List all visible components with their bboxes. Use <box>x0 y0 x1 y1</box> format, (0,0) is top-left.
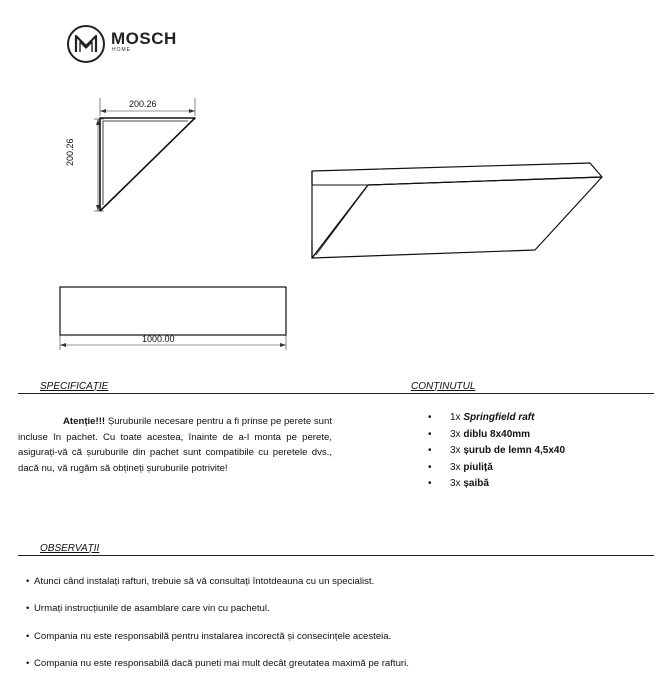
specification-body: Șuruburile necesare pentru a fi prinse pe perete sunt incluse în pachet. Cu toate acestea, înainte de a-l monta pe perete, asigurați-vă că șuruburile din pachet sunt compatibile cu peretele dvs., dacă nu, vă rugăm să obțineți șuruburile potrivite! <box>18 416 332 474</box>
brand-subtitle: HOME <box>112 47 131 53</box>
list-item: • 3x diblu 8x40mm <box>428 428 531 440</box>
list-item: • 3x piuliță <box>428 461 493 473</box>
dimension-height-label: 200.26 <box>65 138 75 166</box>
list-item: • 3x șaibă <box>428 478 489 490</box>
observations-list <box>26 568 409 677</box>
front-view-drawing <box>55 282 295 354</box>
section-divider <box>18 393 654 394</box>
list-item: • 1x Springfield raft <box>428 412 535 423</box>
observations-divider <box>18 555 654 556</box>
dimension-length-label: 1000.00 <box>142 334 175 344</box>
list-item: • Compania nu este responsabilă dacă puneti mai mult decât greutatea maximă pe rafturi. <box>26 657 409 669</box>
list-item: • Compania nu este responsabilă pentru instalarea incorectă și consecințele acesteia. <box>26 630 392 642</box>
mosch-m-logo-icon <box>66 24 106 64</box>
list-item: • Urmați instrucțiunile de asamblare care vin cu pachetul. <box>26 603 270 615</box>
side-profile-drawing <box>60 92 210 222</box>
specification-text <box>18 414 332 476</box>
warning-label: Atenție!!! <box>63 416 106 427</box>
list-item: • Atunci când instalați rafturi, trebuie să vă consultați întotdeauna cu un specialist. <box>26 576 375 587</box>
list-item: • 3x șurub de lemn 4,5x40 <box>428 445 566 457</box>
specification-heading: SPECIFICAȚIE <box>40 381 109 392</box>
contents-list <box>428 410 565 493</box>
contents-heading: CONȚINUTUL <box>411 381 476 392</box>
observations-heading: OBSERVAȚII <box>40 543 100 554</box>
brand-name: MOSCH <box>111 29 177 48</box>
isometric-shelf-drawing <box>300 155 605 265</box>
dimension-width-label: 200.26 <box>129 99 157 109</box>
